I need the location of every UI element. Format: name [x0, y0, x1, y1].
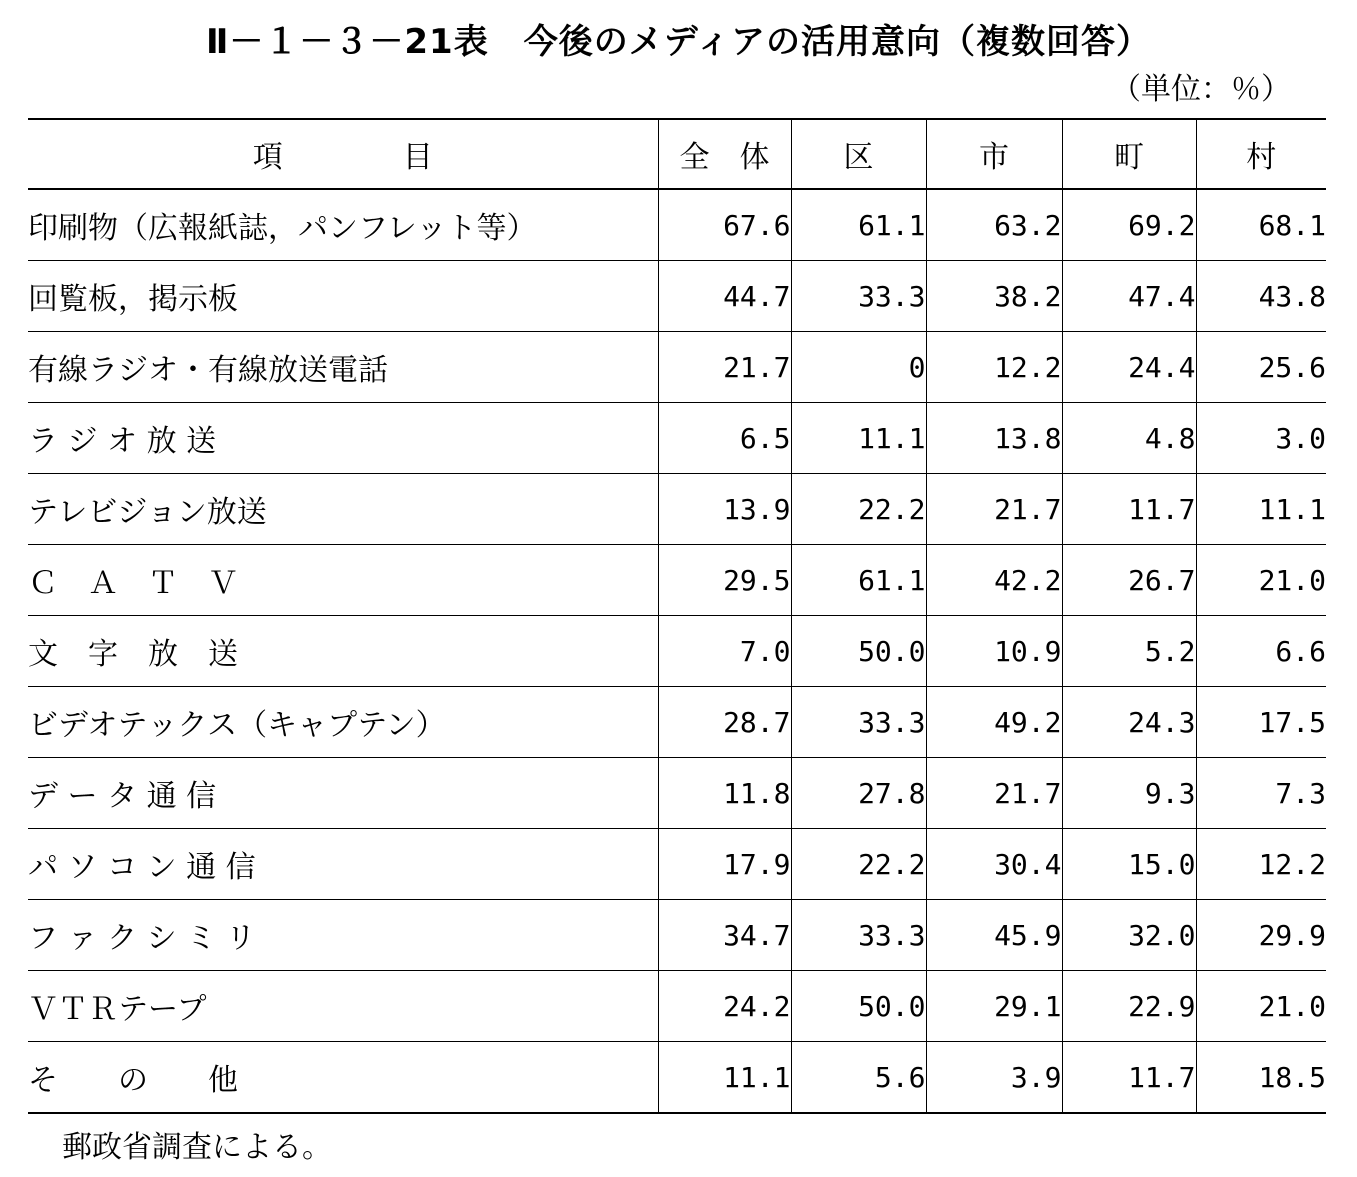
cell-value: 13.8: [926, 403, 1062, 474]
row-label: 有線ラジオ・有線放送電話: [28, 332, 658, 403]
cell-value: 44.7: [658, 261, 791, 332]
cell-value: 6.5: [658, 403, 791, 474]
cell-value: 50.0: [791, 616, 926, 687]
header-ku: 区: [791, 119, 926, 189]
cell-value: 10.9: [926, 616, 1062, 687]
source-note: 郵政省調査による。: [62, 1130, 332, 1165]
cell-value: 21.7: [658, 332, 791, 403]
table-row: [28, 332, 1326, 403]
cell-value: 61.1: [791, 189, 926, 261]
cell-value: 11.7: [1062, 1042, 1196, 1114]
cell-value: 11.8: [658, 758, 791, 829]
header-shi: 市: [926, 119, 1062, 189]
cell-value: 63.2: [926, 189, 1062, 261]
cell-value: 50.0: [791, 971, 926, 1042]
cell-value: 12.2: [1196, 829, 1326, 900]
table-row: [28, 403, 1326, 474]
cell-value: 18.5: [1196, 1042, 1326, 1114]
cell-value: 26.7: [1062, 545, 1196, 616]
row-label: パ ソ コ ン 通 信: [28, 829, 658, 900]
cell-value: 22.2: [791, 474, 926, 545]
cell-value: 24.2: [658, 971, 791, 1042]
header-total: 全 体: [658, 119, 791, 189]
table-row: [28, 189, 1326, 261]
cell-value: 15.0: [1062, 829, 1196, 900]
cell-value: 33.3: [791, 687, 926, 758]
cell-value: 33.3: [791, 900, 926, 971]
cell-value: 21.0: [1196, 971, 1326, 1042]
table-row: [28, 616, 1326, 687]
cell-value: 42.2: [926, 545, 1062, 616]
cell-value: 29.5: [658, 545, 791, 616]
cell-value: 30.4: [926, 829, 1062, 900]
cell-value: 5.6: [791, 1042, 926, 1114]
row-label: 文 字 放 送: [28, 616, 658, 687]
cell-value: 47.4: [1062, 261, 1196, 332]
cell-value: 22.9: [1062, 971, 1196, 1042]
cell-value: 25.6: [1196, 332, 1326, 403]
cell-value: 24.4: [1062, 332, 1196, 403]
cell-value: 11.1: [658, 1042, 791, 1114]
header-row: [28, 119, 1326, 189]
unit-label: （単位：％）: [1111, 72, 1291, 107]
cell-value: 7.0: [658, 616, 791, 687]
table-row: [28, 900, 1326, 971]
cell-value: 32.0: [1062, 900, 1196, 971]
cell-value: 5.2: [1062, 616, 1196, 687]
cell-value: 12.2: [926, 332, 1062, 403]
row-label: Ｃ Ａ Ｔ Ｖ: [28, 545, 658, 616]
table-row: [28, 971, 1326, 1042]
row-label: ＶＴＲテープ: [28, 971, 658, 1042]
cell-value: 11.1: [1196, 474, 1326, 545]
cell-value: 28.7: [658, 687, 791, 758]
cell-value: 6.6: [1196, 616, 1326, 687]
row-label: テレビジョン放送: [28, 474, 658, 545]
row-label: ビデオテックス（キャプテン）: [28, 687, 658, 758]
table-row: [28, 1042, 1326, 1114]
header-mura: 村: [1196, 119, 1326, 189]
cell-value: 21.0: [1196, 545, 1326, 616]
table-row: [28, 758, 1326, 829]
cell-value: 9.3: [1062, 758, 1196, 829]
row-label: デ ー タ 通 信: [28, 758, 658, 829]
table-row: [28, 687, 1326, 758]
cell-value: 11.1: [791, 403, 926, 474]
cell-value: 22.2: [791, 829, 926, 900]
cell-value: 68.1: [1196, 189, 1326, 261]
cell-value: 11.7: [1062, 474, 1196, 545]
cell-value: 61.1: [791, 545, 926, 616]
header-item: 項 目: [28, 119, 658, 189]
table-row: [28, 261, 1326, 332]
cell-value: 13.9: [658, 474, 791, 545]
row-label: 印刷物（広報紙誌，パンフレット等）: [28, 189, 658, 261]
cell-value: 27.8: [791, 758, 926, 829]
row-label: そ の 他: [28, 1042, 658, 1114]
cell-value: 45.9: [926, 900, 1062, 971]
row-label: 回覧板，掲示板: [28, 261, 658, 332]
cell-value: 0: [791, 332, 926, 403]
table-row: [28, 829, 1326, 900]
cell-value: 4.8: [1062, 403, 1196, 474]
cell-value: 17.5: [1196, 687, 1326, 758]
cell-value: 21.7: [926, 474, 1062, 545]
cell-value: 21.7: [926, 758, 1062, 829]
cell-value: 67.6: [658, 189, 791, 261]
cell-value: 33.3: [791, 261, 926, 332]
table-body: [28, 189, 1326, 1113]
cell-value: 3.0: [1196, 403, 1326, 474]
cell-value: 24.3: [1062, 687, 1196, 758]
table-row: [28, 545, 1326, 616]
cell-value: 49.2: [926, 687, 1062, 758]
cell-value: 29.1: [926, 971, 1062, 1042]
cell-value: 3.9: [926, 1042, 1062, 1114]
header-machi: 町: [1062, 119, 1196, 189]
table-title: Ⅱ－１－３－21表 今後のメディアの活用意向（複数回答）: [206, 22, 1151, 62]
cell-value: 7.3: [1196, 758, 1326, 829]
row-label: ラ ジ オ 放 送: [28, 403, 658, 474]
cell-value: 34.7: [658, 900, 791, 971]
table-row: [28, 474, 1326, 545]
cell-value: 43.8: [1196, 261, 1326, 332]
cell-value: 69.2: [1062, 189, 1196, 261]
row-label: フ ァ ク シ ミ リ: [28, 900, 658, 971]
cell-value: 38.2: [926, 261, 1062, 332]
cell-value: 17.9: [658, 829, 791, 900]
media-usage-table: [28, 118, 1326, 1114]
cell-value: 29.9: [1196, 900, 1326, 971]
